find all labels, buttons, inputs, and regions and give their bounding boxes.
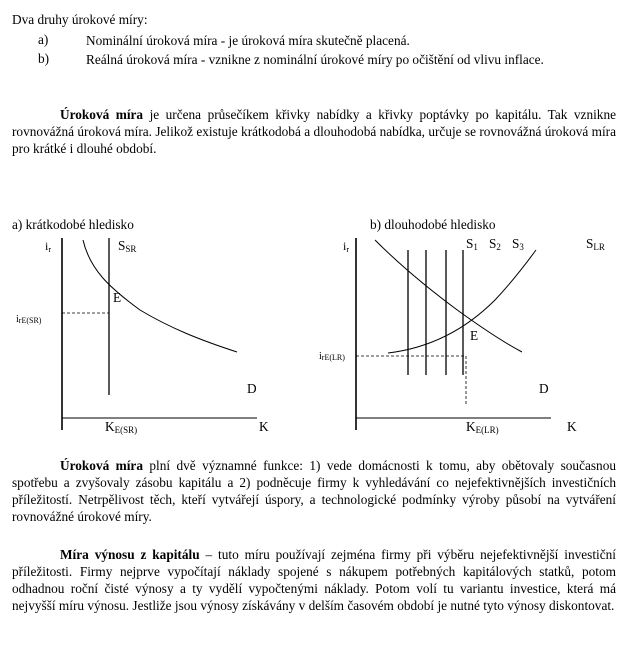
diagram-title: b) dlouhodobé hledisko bbox=[370, 217, 496, 232]
demand-label: D bbox=[247, 381, 257, 396]
long-run-supply-curve bbox=[388, 250, 536, 353]
diagram-title: a) krátkodobé hledisko bbox=[12, 217, 134, 232]
s1-label: S1 bbox=[466, 236, 478, 252]
s3-label: S3 bbox=[512, 236, 524, 252]
list-item-text: Reálná úroková míra - vznikne z nominální úrokové míry po očištění od vlivu inflace. bbox=[86, 52, 544, 67]
y-axis-label: ir bbox=[45, 239, 52, 254]
demand-curve bbox=[375, 240, 522, 352]
diagram-short-run bbox=[0, 210, 300, 440]
k-equilibrium-label: KE(SR) bbox=[105, 419, 138, 435]
intro-heading: Dva druhy úrokové míry: bbox=[12, 12, 148, 27]
diagram-long-run bbox=[300, 210, 634, 440]
term: Úroková míra bbox=[60, 458, 143, 473]
term: Úroková míra bbox=[60, 107, 144, 122]
equilibrium-label: E bbox=[113, 290, 122, 305]
list-item-marker: b) bbox=[38, 51, 50, 66]
list-item-marker: a) bbox=[38, 32, 49, 47]
supply-label: SSR bbox=[118, 238, 137, 254]
paragraph-return-rate bbox=[12, 546, 616, 614]
paragraph-text: je určena průsečíkem křivky nabídky a křivky poptávky po kapitálu. Tak vznikne rovnovážná úroková míra. Jelikož existuje krátkodobá a dlouhodobá nabídka, určuje se rovnovážná úroková míra pro krátké i dlouhé období. bbox=[12, 107, 616, 156]
paragraph-interest-rate bbox=[12, 106, 616, 157]
equilibrium-label: E bbox=[470, 328, 479, 343]
paragraph-text: plní dvě významné funkce: 1) vede domácnosti k tomu, aby obětovaly současnou spotřebu a zvyšovaly zásobu kapitálu a 2) podněcuje firmy k vyhledávání co nejefektivnějších investičních příležitostí. Netrpělivost těch, kteří vytvářejí úspory, a technologické podmínky výroby působí na vytváření rovnovážné úrokové míry. bbox=[12, 458, 616, 524]
k-equilibrium-label: KE(LR) bbox=[466, 419, 499, 435]
rate-label: irE(SR) bbox=[16, 314, 42, 325]
paragraph-text: – tuto míru používají zejména firmy při výběru nejefektivnější investiční příležitosti. Firmy nejprve vypočítají náklady spojené s nákupem potřebných kapitálových statků, potom odhadnou roční čisté výnosy a ty vydělí vypočtenými náklady. Potom volí tu variantu investice, která má nejvyšší míru výnosu. Jestliže jsou výnosy získávány v delším časovém období je nutné tyto výnosy diskontovat. bbox=[12, 547, 616, 613]
paragraph-functions bbox=[12, 457, 616, 525]
list-item-text: Nominální úroková míra - je úroková míra skutečně placená. bbox=[86, 33, 410, 48]
y-axis-label: ir bbox=[343, 239, 350, 254]
x-axis-label: K bbox=[567, 419, 577, 434]
s2-label: S2 bbox=[489, 236, 501, 252]
x-axis-label: K bbox=[259, 419, 269, 434]
slr-label: SLR bbox=[586, 236, 605, 252]
rate-label: irE(LR) bbox=[319, 351, 345, 362]
demand-curve bbox=[83, 240, 237, 352]
demand-label: D bbox=[539, 381, 549, 396]
term: Míra výnosu z kapitálu bbox=[60, 547, 200, 562]
